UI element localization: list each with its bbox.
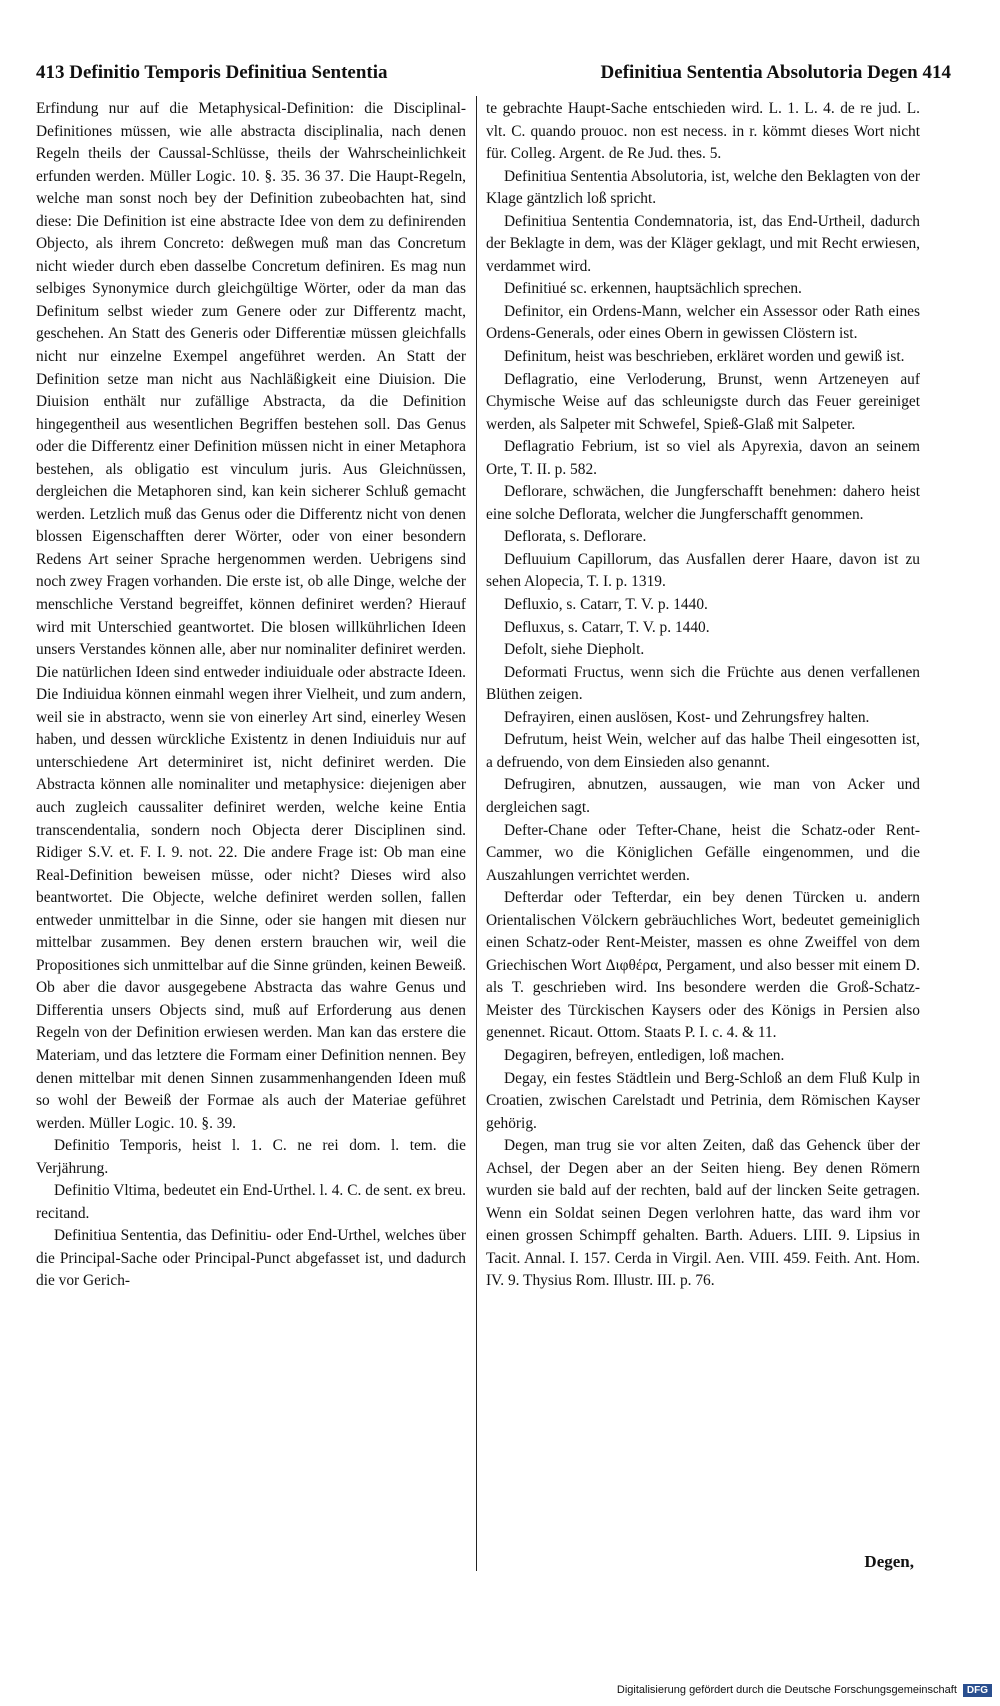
digitization-footer <box>617 1680 992 1700</box>
right-entry: Deflorata, s. Deflorare. <box>504 528 647 546</box>
right-entry: Deformati Fructus, wenn sich die Früchte aus denen verfallenen Blüthen zeigen. <box>486 663 920 704</box>
right-entry: Defrutum, heist Wein, welcher auf das halbe Theil eingesotten ist, a defruendo, von dem Einsieden also genannt. <box>486 731 920 771</box>
left-entry: Definitio Vltima, bedeutet ein End-Urthel. l. 4. C. de sent. ex breu. recitand. <box>36 1182 466 1222</box>
left-entry-continuation: Erfindung nur auf die Metaphysical-Definition: die Disciplinal-Definitiones müssen, wie alle abstracta disciplinalia, nach denen Regeln theils der Caussal-Schlüsse, theils der Wahrscheinlichkeit erfunden werden. Müller Logic. 10. §. 35. 36 37. Die Haupt-Regeln, welche man sonst noch bey der Definition zubeobachten hat, sind diese: Die Definition ist eine abstracte Idee von dem zu definirenden Objecto, als ihrem Concreto: deßwegen muß man das Concretum nicht wieder durch eben dasselbe Concretum definiren. Es mag nun selbiges Synonymice durch gleichgültige Wörter, oder da man das Definitum selbst wieder zum Genere oder zur Differentz macht, geschehen. An Statt des Generis oder Differentiæ müssen gleichfalls nicht nur einzelne Exempel angeführet werden. An Statt der Definition setze man nicht aus Nachläßigkeit eine Diuision. Die Diuision enthält nur zufällige Abstracta, da die Definition hingegentheil aus wesentlichen Begriffen bestehen soll. Das Genus oder die Differentz einer Definition müssen nicht in einer Metaphora bestehen, als obligatio est vinculum juris. Aus Gleichnüssen, dergleichen die Metaphoren sind, kan kein sicherer Schluß gemacht werden. Letzlich muß das Genus oder die Differentz nicht von denen blossen Eigenschafften derer Wörter, oder von einer besondern Redens Art seiner Sprache hergenommen werden. Uebrigens sind noch zwey Fragen vorhanden. Die erste ist, ob alle Dinge, welche der menschliche Verstand begreiffet, können definiret werden? Hierauf wird mit Unterschied geantwortet. Die blosen willkührlichen Ideen unsers Verstandes können alle, aber nur nominaliter definiret werden. Die natürlichen Ideen sind entweder indiuiduale oder abstracte Ideen. Die Indiuidua können einmahl wegen ihrer Vielheit, und zum andern, weil sie in abstracto, wenn sie von einerley Art sind, einerley Wesen haben, und dessen würckliche Existentz in denen Indiuiduis nur auf unterschiedene Art determiniret ist, nicht definiret werden. Die Abstracta können alle nominaliter und metaphysice: diejenigen aber auch zugleich caussaliter definiret werden, welche keine Entia transcendentalia, sondern noch Objecta derer Disciplinen sind. Ridiger S.V. et. F. I. 9. not. 22. Die andere Frage ist: Ob man eine Real-Definition beweisen müsse, oder nicht? Dieses wird also beantwortet. Die Objecte, welche definiret werden sollen, fallen entweder unmittelbar in die Sinne, oder sie hangen mit diesen nur mittelbar zusammen. Bey denen erstern brauchen wir, weil die Propositiones sich unmittelbar auf die Sinne gründen, keinen Beweiß. Ob aber die davor ausgegebene Abstracta das wahre Genus und Differentia unsers Objects sind, muß auf Erforderung aus denen Regeln von der Definition erwiesen werden. Man kan das erstere die Materiam, und das letztere die Formam einer Definition nennen. Bey denen mittelbar mit denen Sinnen zusammenhangenden Ideen muß so wohl der Beweiß der Formae als auch der Materiae geführet werden. Müller Logic. 10. §. 39. <box>36 100 466 1132</box>
header-right: Definitiua Sententia Absolutoria Degen 414 <box>600 62 951 83</box>
right-entry: Degay, ein festes Städtlein und Berg-Schloß an dem Fluß Kulp in Croatien, zwischen Carelstadt und Petrinia, dem Römischen Kayser gehörig. <box>486 1069 920 1132</box>
right-entry: Defrayiren, einen auslösen, Kost- und Zehrungsfrey halten. <box>504 708 870 726</box>
right-entry-continuation: te gebrachte Haupt-Sache entschieden wird. L. 1. L. 4. de re jud. L. vlt. C. quando prouoc. non est necess. in r. kömmt dieses Wort nicht für. Colleg. Argent. de Re Jud. thes. 5. <box>486 100 920 163</box>
right-entry: Defluxio, s. Catarr, T. V. p. 1440. <box>504 596 708 614</box>
left-column <box>36 98 466 1293</box>
right-entry: Deflagratio Febrium, ist so viel als Apyrexia, davon an seinem Orte, T. II. p. 582. <box>486 438 920 478</box>
left-entry: Definitiua Sententia, das Definitiu- oder End-Urthel, welches über die Principal-Sache oder Principal-Punct abgefasset ist, und dadurch die vor Gerich- <box>36 1227 466 1290</box>
right-column <box>486 98 920 1293</box>
right-entry: Deflagratio, eine Verloderung, Brunst, wenn Artzeneyen auf Chymische Weise auf das schleunigste durch das Feuer gereiniget werden, als Salpeter mit Schwefel, Spieß-Glaß mit Salpeter. <box>486 370 920 433</box>
right-entry: Defluuium Capillorum, das Ausfallen derer Haare, davon ist zu sehen Alopecia, T. I. p. 1319. <box>486 550 920 591</box>
right-entry: Definitiua Sententia Absolutoria, ist, welche den Beklagten von der Klage gäntzlich loß spricht. <box>486 167 920 208</box>
right-entry: Definitiué sc. erkennen, hauptsächlich sprechen. <box>504 280 802 298</box>
right-entry: Defter-Chane oder Tefter-Chane, heist die Schatz-oder Rent-Cammer, wo die Königlichen Gefälle eingenommen, und die Auszahlungen verrichtet werden. <box>486 821 920 884</box>
right-entry: Definitor, ein Ordens-Mann, welcher ein Assessor oder Rath eines Ordens-Generals, oder eines Obern in gewissen Clöstern ist. <box>486 302 920 343</box>
right-entry: Defolt, siehe Diepholt. <box>504 641 645 659</box>
left-entry: Definitio Temporis, heist l. 1. C. ne rei dom. l. tem. die Verjährung. <box>36 1137 466 1177</box>
right-entry: Defrugiren, abnutzen, aussaugen, wie man von Acker und dergleichen sagt. <box>486 776 920 816</box>
right-entry: Defluxus, s. Catarr, T. V. p. 1440. <box>504 618 710 636</box>
right-entry: Degagiren, befreyen, entledigen, loß machen. <box>504 1046 785 1064</box>
column-divider <box>476 96 477 1571</box>
catchword: Degen, <box>864 1552 914 1571</box>
right-entry: Deflorare, schwächen, die Jungferschafft benehmen: dahero heist eine solche Deflorata, welcher die Jungferschafft genommen. <box>486 483 920 523</box>
header-left: 413 Definitio Temporis Definitiua Sententia <box>36 62 388 83</box>
right-entry: Definitiua Sententia Condemnatoria, ist, das End-Urtheil, dadurch der Beklagte in dem, was der Kläger geklagt, und mit Recht erwiesen, verdammet wird. <box>486 212 920 275</box>
dfg-logo: DFG <box>963 1684 992 1697</box>
footer-text: Digitalisierung gefördert durch die Deutsche Forschungsgemeinschaft <box>616 1684 957 1696</box>
right-entry: Defterdar oder Tefterdar, ein bey denen Türcken u. andern Orientalischen Völckern gebräuchliches Wort, bedeutet gemeiniglich einen Schatz-oder Rent-Meister, massen es ohne Zweiffel von dem Griechischen Wort Διφθέρα, Pergament, und also besser mit einem D. als T. geschrieben wird. Ins besondere werden die Groß-Schatz-Meister des Türckischen Kaysers oder des Königs in Persien also genennet. Ricaut. Ottom. Staats P. I. c. 4. & 11. <box>486 889 920 1042</box>
right-entry: Definitum, heist was beschrieben, erkläret worden und gewiß ist. <box>504 348 905 366</box>
running-header <box>36 62 951 90</box>
right-entry: Degen, man trug sie vor alten Zeiten, daß das Gehenck über der Achsel, der Degen aber an der Seiten hieng. Bey denen Römern wurden sie bald auf der rechten, bald auf der lincken Seite getragen. Wenn ein Soldat seinen Degen verlohren hatte, das ward ihm vor einen grossen Schimpff gehalten. Barth. Aduers. LIII. 9. Lipsius in Tacit. Annal. I. 157. Cerda in Virgil. Aen. VIII. 459. Feith. Ant. Hom. IV. 9. Thysius Rom. Illustr. III. p. 76. <box>486 1137 920 1290</box>
